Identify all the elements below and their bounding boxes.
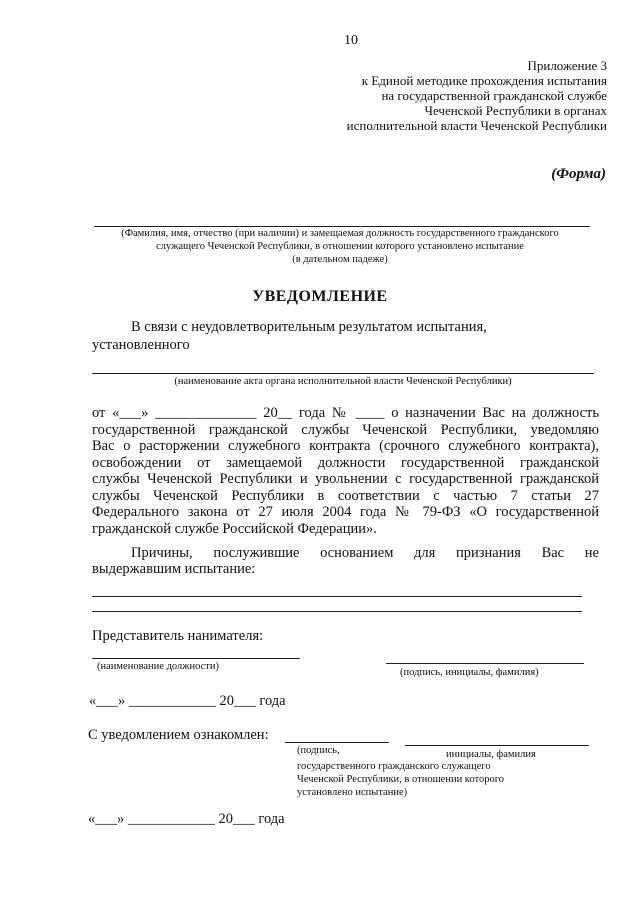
- signature-caption: (подпись, инициалы, фамилия): [400, 667, 539, 678]
- caption-line: Чеченской Республики, в отношении которого: [297, 774, 504, 785]
- document-title: УВЕДОМЛЕНИЕ: [252, 288, 388, 305]
- representative-label: Представитель нанимателя:: [92, 628, 264, 644]
- acknowledgement-signature-caption: (подпись,: [297, 745, 340, 756]
- caption-line: государственного гражданского служащего: [297, 761, 491, 772]
- intro-line: установленного: [92, 337, 190, 353]
- acknowledgement-signature-line[interactable]: [285, 742, 389, 743]
- acknowledgement-date: «___» ____________ 20___ года: [88, 811, 285, 827]
- act-caption: (наименование акта органа исполнительной власти Чеченской Республики): [174, 376, 512, 387]
- intro-line: В связи с неудовлетворительным результатом испытания,: [131, 319, 487, 335]
- caption-line: служащего Чеченской Республики, в отношении которого установлено испытание: [156, 241, 524, 252]
- position-caption: (наименование должности): [97, 661, 220, 672]
- reasons-line: Причины, послужившие основанием для признания Вас не: [131, 545, 599, 561]
- act-name-line[interactable]: [92, 373, 594, 374]
- paragraph-line: освобождении от замещаемой должности государственной гражданской: [92, 454, 599, 471]
- appendix-title: Приложение 3: [527, 58, 607, 73]
- caption-line: (Фамилия, имя, отчество (при наличии) и замещаемая должность государственного гражданского: [121, 228, 559, 239]
- paragraph-line: от «___» ______________ 20__ года № ____ о назначении Вас на должность: [92, 405, 599, 421]
- appendix-line: исполнительной власти Чеченской Республики: [346, 118, 607, 133]
- reasons-blank-line[interactable]: [92, 596, 582, 597]
- paragraph-line: Федерального закона от 27 июля 2004 года № 79-ФЗ «О государственной: [92, 504, 599, 520]
- acknowledgement-initials-caption: инициалы, фамилия: [446, 749, 536, 760]
- acknowledgement-caption: [297, 760, 504, 799]
- main-paragraph: [92, 405, 599, 537]
- appendix-header: [307, 58, 607, 133]
- paragraph-line: Вас о расторжении служебного контракта (срочного служебного контракта),: [92, 438, 599, 454]
- acknowledgement-initials-line[interactable]: [405, 745, 589, 746]
- caption-line: установлено испытание): [297, 787, 408, 798]
- paragraph-line: службы Чеченской Республики и увольнении с государственной гражданской: [92, 471, 599, 487]
- paragraph-line: гражданской службе Российской Федерации».: [92, 520, 377, 537]
- caption-line: (в дательном падеже): [292, 254, 388, 265]
- reasons-blank-line[interactable]: [92, 611, 582, 612]
- acknowledgement-label: С уведомлением ознакомлен:: [88, 727, 269, 743]
- addressee-caption: [80, 227, 600, 266]
- appendix-line: к Единой методике прохождения испытания: [361, 73, 607, 88]
- form-label: (Форма): [551, 166, 606, 182]
- reasons-line: выдержавшим испытание:: [92, 561, 256, 577]
- page-number: 10: [344, 33, 358, 48]
- paragraph-line: службы Чеченской Республики в соответствии с частью 7 статьи 27: [92, 487, 599, 504]
- appendix-line: на государственной гражданской службе: [381, 88, 607, 103]
- position-line[interactable]: [92, 658, 300, 659]
- representative-date: «___» ____________ 20___ года: [89, 693, 286, 709]
- appendix-line: Чеченской Республики в органах: [424, 103, 607, 118]
- paragraph-line: государственной гражданской службы Чеченской Республики, уведомляю: [92, 421, 599, 438]
- representative-signature-line[interactable]: [386, 663, 584, 664]
